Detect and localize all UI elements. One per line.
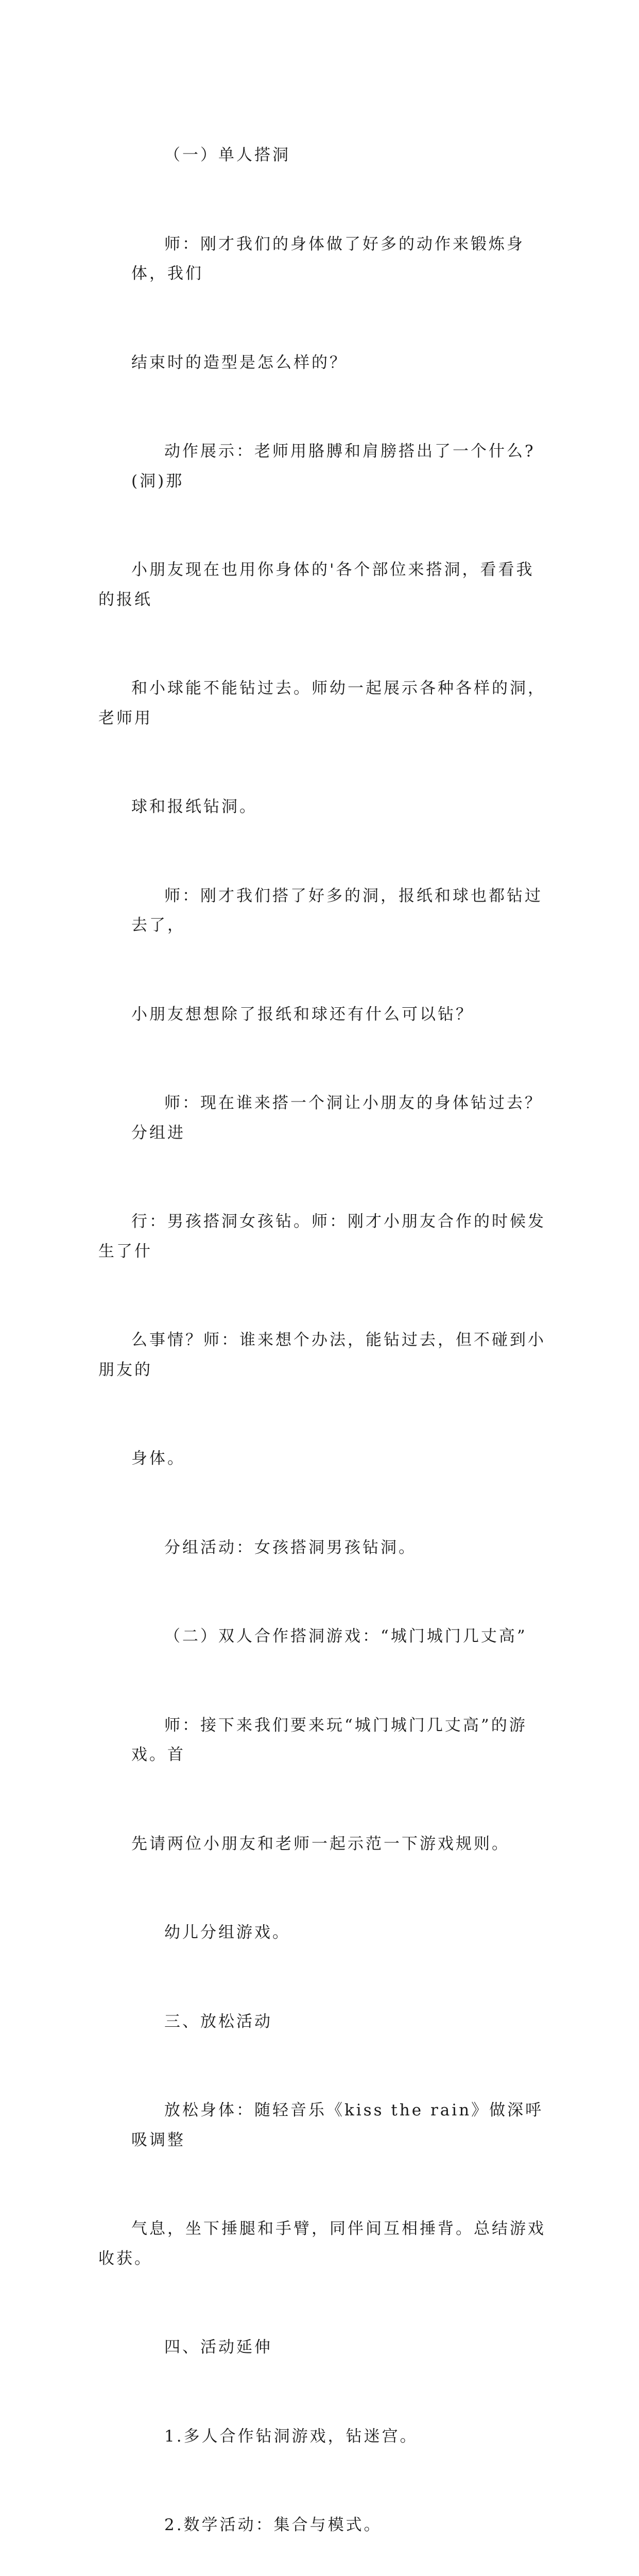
document-body bbox=[98, 81, 551, 2576]
body-text bbox=[98, 81, 551, 2576]
line-heading-pair-game: （二）双人合作搭洞游戏：“城门城门几丈高” bbox=[164, 1627, 527, 1646]
line: 幼儿分组游戏。 bbox=[164, 1923, 290, 1942]
list-item: 2.数学活动：集合与模式。 bbox=[164, 2516, 382, 2534]
line-heading-relax: 三、放松活动 bbox=[164, 2012, 272, 2031]
line-heading-single-hole: （一）单人搭洞 bbox=[164, 146, 290, 164]
line: 小朋友想想除了报纸和球还有什么可以钻？ bbox=[131, 1005, 474, 1024]
list-item: 1.多人合作钻洞游戏，钻迷宫。 bbox=[164, 2427, 418, 2446]
line: 和小球能不能钻过去。师幼一起展示各种各样的洞，老师用 bbox=[98, 679, 546, 727]
line: 行：男孩搭洞女孩钻。师：刚才小朋友合作的时候发生了什 bbox=[98, 1212, 546, 1261]
line: 气息，坐下捶腿和手臂，同伴间互相捶背。总结游戏收获。 bbox=[98, 2219, 546, 2268]
line: 师：刚才我们搭了好多的洞，报纸和球也都钻过去了， bbox=[131, 886, 543, 935]
line: 先请两位小朋友和老师一起示范一下游戏规则。 bbox=[131, 1834, 510, 1853]
line: 球和报纸钻洞。 bbox=[131, 798, 257, 816]
line: 师：接下来我们要来玩“城门城门几丈高”的游戏。首 bbox=[131, 1716, 527, 1764]
line: 师：现在谁来搭一个洞让小朋友的身体钻过去？分组进 bbox=[131, 1094, 543, 1142]
line: 师：刚才我们的身体做了好多的动作来锻炼身体，我们 bbox=[131, 234, 525, 283]
line: 身体。 bbox=[131, 1449, 185, 1468]
line: 分组活动：女孩搭洞男孩钻洞。 bbox=[164, 1538, 417, 1557]
line-heading-extension: 四、活动延伸 bbox=[164, 2338, 272, 2357]
line: 动作展示：老师用胳膊和肩膀搭出了一个什么?(洞)那 bbox=[131, 442, 536, 490]
line: 小朋友现在也用你身体的'各个部位来搭洞，看看我的报纸 bbox=[98, 561, 534, 609]
line: 结束时的造型是怎么样的？ bbox=[131, 353, 348, 372]
line: 么事情？师：谁来想个办法，能钻过去，但不碰到小朋友的 bbox=[98, 1331, 546, 1379]
line: 放松身体：随轻音乐《kiss the rain》做深呼吸调整 bbox=[131, 2101, 544, 2149]
